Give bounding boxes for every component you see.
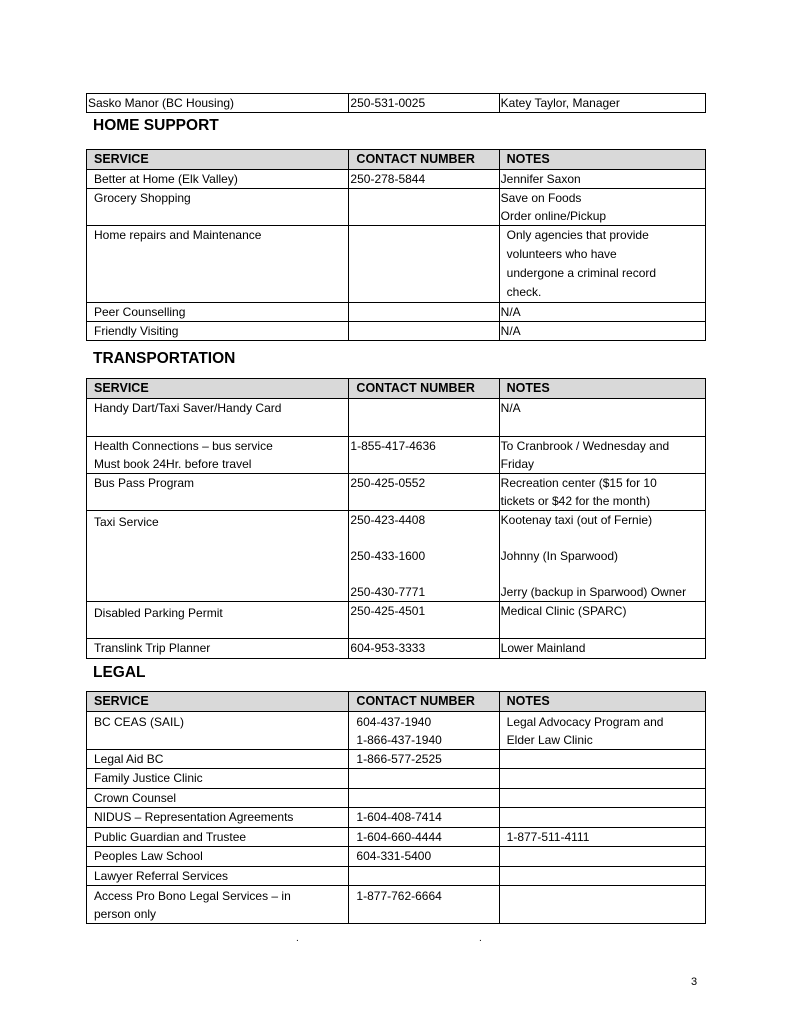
footer-mark: .	[296, 933, 299, 944]
notes-cell: N/A	[499, 303, 705, 322]
contact-cell: 250-531-0025	[349, 94, 499, 113]
service-cell: Translink Trip Planner	[87, 639, 349, 659]
home-support-table	[86, 149, 706, 341]
column-header-contact: CONTACT NUMBER	[349, 150, 499, 170]
contact-cell: 250-425-4501	[349, 602, 499, 639]
notes-cell: N/A	[499, 322, 705, 341]
contact-cell: 604-331-5400	[349, 847, 499, 867]
table-row	[87, 303, 706, 322]
contact-cell: 604-437-1940 1-866-437-1940	[349, 712, 499, 750]
notes-cell	[499, 867, 705, 886]
table-row	[87, 750, 706, 769]
table-row	[87, 712, 706, 750]
contact-cell	[349, 322, 499, 341]
contact-cell: 250-425-0552	[349, 474, 499, 511]
section-heading-home-support: HOME SUPPORT	[93, 117, 219, 134]
column-header-service: SERVICE	[87, 150, 349, 170]
contact-cell: 1-855-417-4636	[349, 437, 499, 474]
service-cell: Disabled Parking Permit	[87, 602, 349, 639]
transportation-table	[86, 378, 706, 659]
contact-cell	[349, 303, 499, 322]
column-header-notes: NOTES	[499, 692, 705, 712]
table-row	[87, 602, 706, 639]
contact-cell: 250-423-4408 250-433-1600 250-430-7771	[349, 511, 499, 602]
column-header-notes: NOTES	[499, 150, 705, 170]
table-header-row	[87, 379, 706, 399]
table-row	[87, 639, 706, 659]
contact-cell	[349, 189, 499, 226]
contact-cell	[349, 769, 499, 789]
notes-cell	[499, 886, 705, 924]
table-row	[87, 226, 706, 303]
contact-cell: 1-866-577-2525	[349, 750, 499, 769]
table-row	[87, 474, 706, 511]
contact-cell: 1-877-762-6664	[349, 886, 499, 924]
contact-cell: 604-953-3333	[349, 639, 499, 659]
notes-cell: Lower Mainland	[499, 639, 705, 659]
column-header-service: SERVICE	[87, 692, 349, 712]
table-row	[87, 189, 706, 226]
notes-cell: Recreation center ($15 for 10 tickets or $42 for the month)	[499, 474, 705, 511]
notes-cell: Kootenay taxi (out of Fernie) Johnny (In Sparwood) Jerry (backup in Sparwood) Owner	[499, 511, 705, 602]
table-row	[87, 94, 706, 113]
service-cell: Home repairs and Maintenance	[87, 226, 349, 303]
notes-cell	[499, 769, 705, 789]
notes-cell: Katey Taylor, Manager	[499, 94, 705, 113]
service-cell: Public Guardian and Trustee	[87, 828, 349, 847]
section-heading-transportation: TRANSPORTATION	[93, 350, 236, 367]
table-row	[87, 769, 706, 789]
notes-cell: Legal Advocacy Program and Elder Law Clinic	[499, 712, 705, 750]
contact-cell	[349, 226, 499, 303]
legal-table	[86, 691, 706, 924]
service-cell: Health Connections – bus service Must book 24Hr. before travel	[87, 437, 349, 474]
service-cell: Taxi Service	[87, 511, 349, 602]
contact-cell: 250-278-5844	[349, 170, 499, 189]
housing-table-continued	[86, 93, 706, 113]
table-row	[87, 847, 706, 867]
service-cell: Grocery Shopping	[87, 189, 349, 226]
table-row	[87, 399, 706, 437]
service-cell: Access Pro Bono Legal Services – in person only	[87, 886, 349, 924]
table-row	[87, 828, 706, 847]
contact-cell	[349, 399, 499, 437]
table-row	[87, 511, 706, 602]
table-row	[87, 789, 706, 808]
service-cell: Lawyer Referral Services	[87, 867, 349, 886]
table-row	[87, 170, 706, 189]
table-row	[87, 437, 706, 474]
table-row	[87, 808, 706, 828]
service-cell: Better at Home (Elk Valley)	[87, 170, 349, 189]
column-header-service: SERVICE	[87, 379, 349, 399]
service-cell: Crown Counsel	[87, 789, 349, 808]
service-cell: BC CEAS (SAIL)	[87, 712, 349, 750]
service-cell: NIDUS – Representation Agreements	[87, 808, 349, 828]
service-cell: Family Justice Clinic	[87, 769, 349, 789]
notes-cell	[499, 789, 705, 808]
notes-cell: Medical Clinic (SPARC)	[499, 602, 705, 639]
notes-cell: Only agencies that provide volunteers who have undergone a criminal record check.	[499, 226, 705, 303]
service-cell: Sasko Manor (BC Housing)	[87, 94, 349, 113]
notes-cell: Save on Foods Order online/Pickup	[499, 189, 705, 226]
notes-cell	[499, 847, 705, 867]
notes-cell: 1-877-511-4111	[499, 828, 705, 847]
service-cell: Friendly Visiting	[87, 322, 349, 341]
contact-cell	[349, 789, 499, 808]
service-cell: Peer Counselling	[87, 303, 349, 322]
notes-cell	[499, 750, 705, 769]
contact-cell: 1-604-660-4444	[349, 828, 499, 847]
notes-cell	[499, 808, 705, 828]
contact-cell: 1-604-408-7414	[349, 808, 499, 828]
table-header-row	[87, 150, 706, 170]
service-cell: Handy Dart/Taxi Saver/Handy Card	[87, 399, 349, 437]
table-row	[87, 867, 706, 886]
column-header-contact: CONTACT NUMBER	[349, 379, 499, 399]
footer-mark: .	[479, 933, 482, 944]
notes-cell: Jennifer Saxon	[499, 170, 705, 189]
page-number: 3	[691, 976, 698, 988]
notes-cell: N/A	[499, 399, 705, 437]
table-header-row	[87, 692, 706, 712]
column-header-contact: CONTACT NUMBER	[349, 692, 499, 712]
notes-cell: To Cranbrook / Wednesday and Friday	[499, 437, 705, 474]
service-cell: Peoples Law School	[87, 847, 349, 867]
table-row	[87, 322, 706, 341]
service-cell: Bus Pass Program	[87, 474, 349, 511]
service-cell: Legal Aid BC	[87, 750, 349, 769]
table-row	[87, 886, 706, 924]
section-heading-legal: LEGAL	[93, 664, 146, 681]
column-header-notes: NOTES	[499, 379, 705, 399]
contact-cell	[349, 867, 499, 886]
